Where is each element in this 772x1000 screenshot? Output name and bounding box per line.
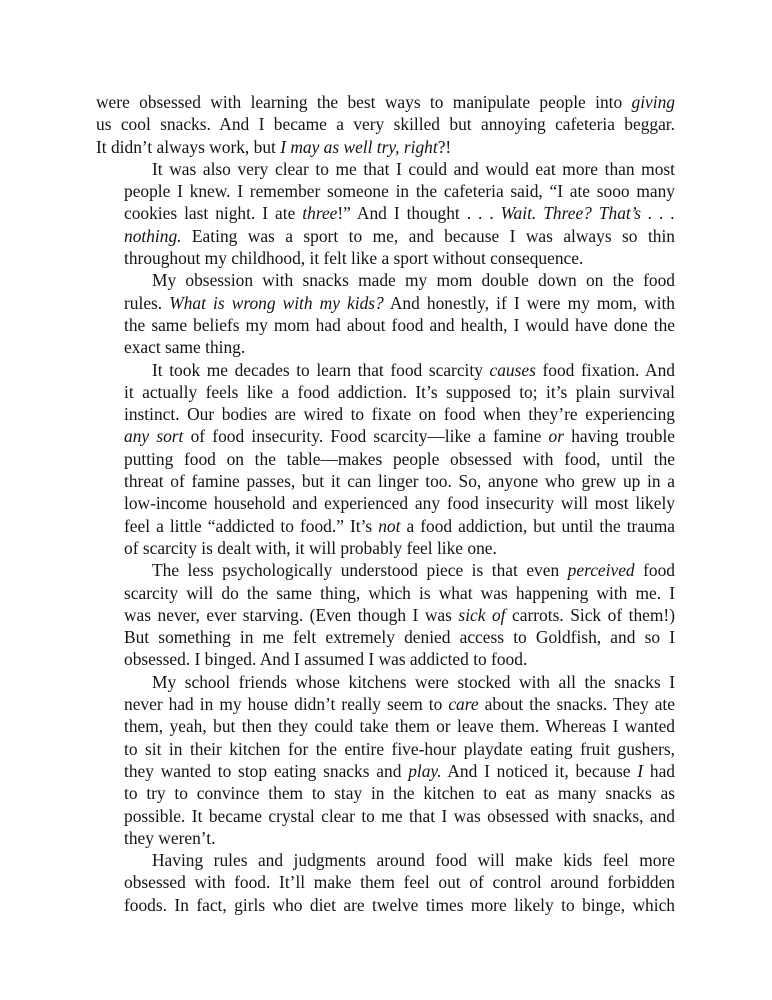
text-line [96, 782, 675, 804]
body-text [96, 91, 675, 916]
text-line [96, 648, 675, 670]
text-run: Eating was a sport to me, and because I was always so thin [181, 225, 675, 246]
text-run: My obsession with snacks made my mom double down on the food [152, 270, 675, 291]
paragraph [96, 849, 675, 916]
text-line [96, 136, 675, 158]
text-run: to try to convince them to stay in the kitchen to eat as many snacks as [124, 783, 675, 804]
text-run: the same beliefs my mom had about food and health, I would have done the [124, 314, 675, 335]
text-run: people I knew. I remember someone in the cafeteria said, “I ate sooo many [124, 181, 675, 202]
text-run: were obsessed with learning the best ways to manipulate people into [96, 92, 632, 112]
text-run: it actually feels like a food addiction. It’s supposed to; it’s plain survival [124, 381, 675, 402]
text-run: It took me decades to learn that food scarcity [152, 359, 490, 380]
text-line [96, 359, 675, 381]
text-run: feel a little “addicted to food.” It’s [124, 515, 379, 536]
paragraph [96, 359, 675, 560]
text-run: ?! [437, 136, 452, 157]
text-line [96, 470, 675, 492]
text-line [96, 158, 675, 180]
text-run: But something in me felt extremely denied access to Goldfish, and so I [124, 627, 675, 648]
text-run: food [634, 560, 675, 581]
text-run: carrots. Sick of them!) [505, 604, 675, 625]
italic-text: three [302, 203, 338, 224]
text-line [96, 492, 675, 514]
text-line [96, 871, 675, 893]
paragraph [96, 158, 675, 269]
italic-text: sick of [458, 604, 506, 625]
text-line [96, 671, 675, 693]
italic-text: Wait. Three? That’s . . . [500, 203, 675, 224]
italic-text: not [378, 515, 401, 536]
paragraph [96, 91, 675, 158]
italic-text: or [548, 426, 564, 447]
text-run: of scarcity is dealt with, it will probably feel like one. [124, 537, 497, 558]
text-run: obsessed. I binged. And I assumed I was addicted to food. [124, 649, 528, 670]
text-run: My school friends whose kitchens were stocked with all the snacks I [152, 671, 675, 692]
text-line [96, 425, 675, 447]
text-line [96, 537, 675, 559]
italic-text: any sort [124, 426, 184, 447]
text-run: of food insecurity. Food scarcity—like a famine [183, 426, 549, 447]
text-line [96, 738, 675, 760]
text-run: instinct. Our bodies are wired to fixate on food when they’re experiencing [124, 404, 675, 425]
text-run: was never, ever starving. (Even though I was [124, 604, 459, 625]
text-line [96, 693, 675, 715]
text-line [96, 760, 675, 782]
paragraph [96, 559, 675, 670]
italic-text: care [448, 694, 479, 715]
text-run: low-income household and experienced any food insecurity will most likely [124, 493, 675, 514]
text-line [96, 894, 675, 916]
text-run: Having rules and judgments around food will make kids feel more [152, 850, 675, 871]
text-line [96, 381, 675, 403]
text-line [96, 448, 675, 470]
text-run: And honestly, if I were my mom, with [383, 292, 675, 313]
text-line [96, 180, 675, 202]
text-line [96, 515, 675, 537]
text-run: a food addiction, but until the trauma [400, 515, 675, 536]
italic-text: perceived [567, 560, 635, 581]
text-line [96, 715, 675, 737]
text-line [96, 113, 675, 135]
text-run: It was also very clear to me that I could and would eat more than most [152, 158, 675, 179]
text-run: The less psychologically understood piece is that even [152, 560, 568, 581]
text-line [96, 202, 675, 224]
text-run: exact same thing. [124, 337, 246, 358]
text-line [96, 292, 675, 314]
text-line [96, 582, 675, 604]
text-line [96, 336, 675, 358]
text-run: foods. In fact, girls who diet are twelve times more likely to binge, which [124, 894, 675, 915]
text-run: them, yeah, but then they could take them or leave them. Whereas I wanted [124, 716, 675, 737]
text-run: us cool snacks. And I became a very skilled but annoying cafeteria beggar. [96, 114, 675, 135]
text-run: cookies last night. I ate [124, 203, 303, 224]
text-run: rules. [124, 292, 170, 313]
text-run: never had in my house didn’t really seem to [124, 694, 449, 715]
text-run: putting food on the table—makes people obsessed with food, until the [124, 448, 675, 469]
paragraph [96, 269, 675, 358]
text-run: had [643, 760, 675, 781]
text-run: And I noticed it, because [441, 760, 638, 781]
text-run: threat of famine passes, but it can linger too. So, anyone who grew up in a [124, 471, 675, 492]
italic-text: What is wrong with my kids? [169, 292, 384, 313]
text-line [96, 626, 675, 648]
text-run: they weren’t. [124, 827, 216, 848]
text-line [96, 559, 675, 581]
italic-text: I may as well try, right [280, 136, 438, 157]
text-line [96, 91, 675, 113]
text-run: !” And I thought . . . [337, 203, 501, 224]
text-run: about the snacks. They ate [478, 694, 675, 715]
text-run: they wanted to stop eating snacks and [124, 760, 409, 781]
paragraph [96, 671, 675, 849]
text-run: food fixation. And [535, 359, 675, 380]
italic-text: I [637, 760, 644, 781]
italic-text: nothing. [124, 225, 182, 246]
text-run: obsessed with food. It’ll make them feel out of control around forbidden [124, 872, 675, 893]
text-line [96, 269, 675, 291]
text-line [96, 604, 675, 626]
text-run: It didn’t always work, but [96, 136, 281, 157]
text-run: having trouble [563, 426, 675, 447]
text-line [96, 827, 675, 849]
italic-text: giving [631, 92, 675, 112]
text-run: to sit in their kitchen for the entire five-hour playdate eating fruit gushers, [124, 738, 675, 759]
text-line [96, 247, 675, 269]
text-line [96, 849, 675, 871]
text-run: possible. It became crystal clear to me that I was obsessed with snacks, and [124, 805, 675, 826]
text-line [96, 314, 675, 336]
text-run: throughout my childhood, it felt like a sport without consequence. [124, 248, 584, 269]
italic-text: play. [408, 760, 442, 781]
text-line [96, 225, 675, 247]
text-run: scarcity will do the same thing, which is what was happening with me. I [124, 582, 675, 603]
text-line [96, 805, 675, 827]
text-line [96, 403, 675, 425]
italic-text: causes [489, 359, 536, 380]
